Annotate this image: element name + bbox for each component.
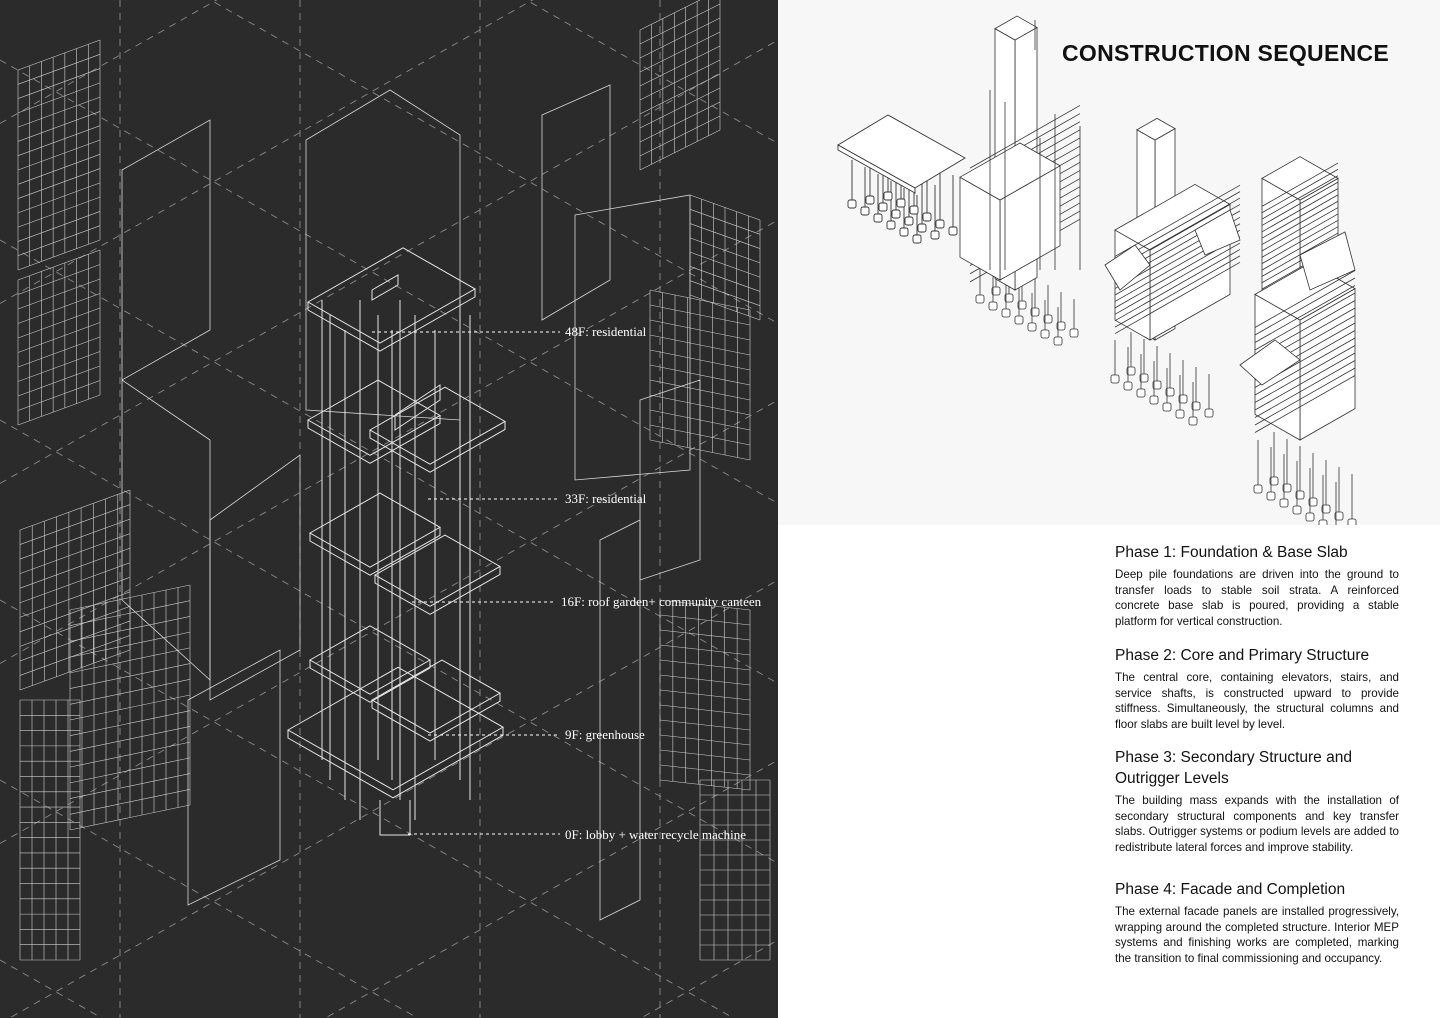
facade-grids (18, 0, 770, 960)
phase-2-body: The central core, containing elevators, stairs, and service shafts, is constructed upward to provide stiffness. Simultaneously, the structural columns and floor slabs are built level by level. (1115, 671, 1399, 732)
phase-1-body: Deep pile foundations are driven into the ground to transfer loads to stable soil strata. A reinforced concrete base slab is poured, providing a stable platform for vertical construction. (1115, 568, 1399, 629)
construction-sequence-figure (778, 0, 1440, 525)
floor-label-16f: 16F: roof garden+ community canteen (561, 594, 762, 609)
phase-4-facade-model (1240, 157, 1356, 525)
phase-3-body: The building mass expands with the installation of secondary structural components and key transfer slabs. Outrigger systems or podium levels are added to redistribute lateral forces and improve stability. (1115, 794, 1399, 855)
phase-1-foundation-model (838, 115, 965, 243)
construction-sequence-drawing (778, 0, 1440, 525)
phase-1-block (1115, 542, 1399, 630)
phase-3-block (1115, 747, 1399, 856)
floor-label-9f: 9F: greenhouse (565, 727, 645, 742)
floor-label-0f: 0F: lobby + water recycle machine (565, 827, 746, 842)
sequence-title: CONSTRUCTION SEQUENCE (1062, 40, 1390, 66)
phase-3-heading: Phase 3: Secondary Structure and Outrigger Levels (1115, 749, 1352, 787)
phase-4-body: The external facade panels are installed progressively, wrapping around the completed structure. Interior MEP systems and finishing works are completed, marking the transition to final commissioning and occupancy. (1115, 905, 1399, 966)
floor-label-33f: 33F: residential (565, 491, 647, 506)
phase-1-heading: Phase 1: Foundation & Base Slab (1115, 544, 1348, 561)
floor-label-48f: 48F: residential (565, 324, 647, 339)
phase-4-heading: Phase 4: Facade and Completion (1115, 881, 1346, 898)
phase-2-heading: Phase 2: Core and Primary Structure (1115, 647, 1370, 664)
phase-2-block (1115, 645, 1399, 733)
phase-4-block (1115, 879, 1399, 967)
phase-3-secondary-structure-model (1105, 118, 1240, 425)
exploded-tower (288, 248, 505, 835)
